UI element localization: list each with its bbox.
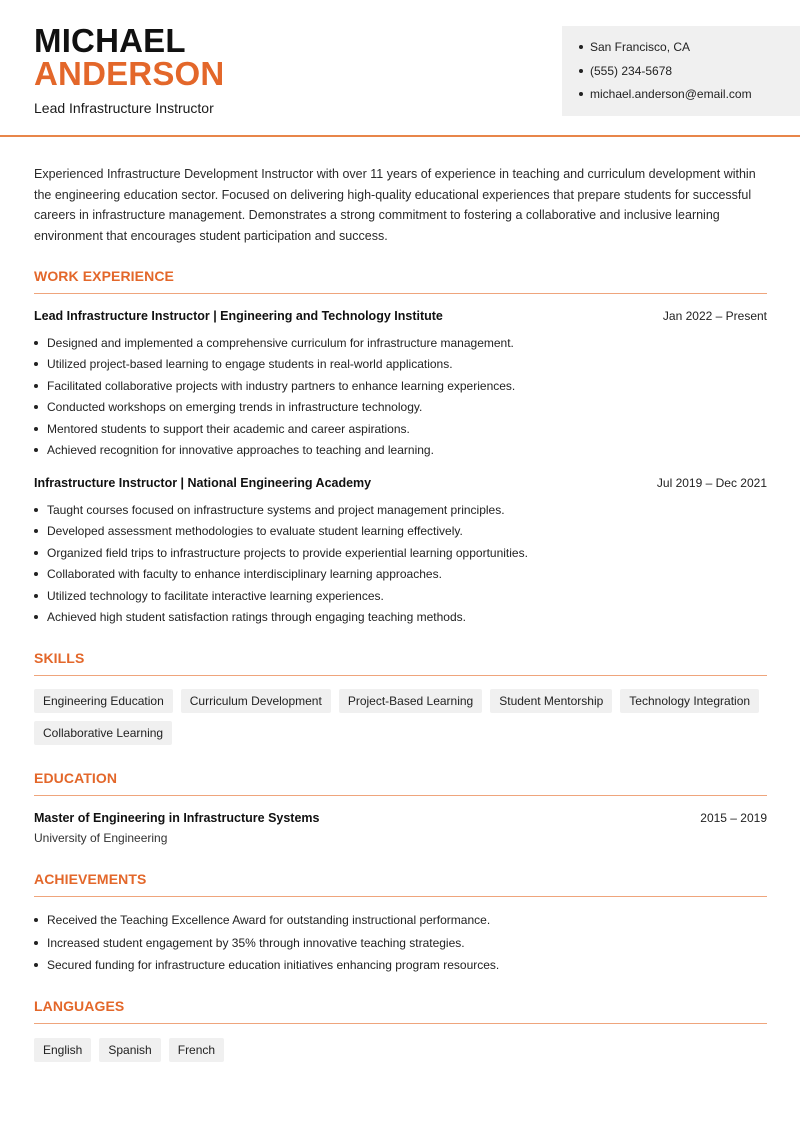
skill-tag: Curriculum Development — [181, 689, 331, 713]
list-item — [34, 935, 767, 958]
bullet-text: Achieved high student satisfaction ratings through engaging teaching methods. — [47, 609, 466, 624]
professional-summary: Experienced Infrastructure Development Instructor with over 11 years of experience in teaching and curriculum development within the engineering education sector. Focused on delivering high-quality educational experiences that prepare students for successful careers in infrastructure management. Demonstrates a strong commitment to fostering a collaborative and inclusive learning environment that encourages student participation and success. — [34, 167, 756, 243]
bullet-icon — [34, 405, 38, 409]
section-title-education: EDUCATION — [34, 770, 767, 796]
list-item — [34, 912, 767, 935]
section-title-work-experience: WORK EXPERIENCE — [34, 268, 767, 294]
list-item — [34, 609, 767, 630]
bullet-text: Utilized technology to facilitate interactive learning experiences. — [47, 588, 384, 603]
bullet-text: Taught courses focused on infrastructure systems and project management principles. — [47, 503, 505, 517]
bullet-icon — [579, 45, 583, 49]
contact-location — [579, 39, 800, 63]
job-dates: Jul 2019 – Dec 2021 — [656, 476, 767, 490]
job-heading: Infrastructure Instructor | National Engineering Academy — [34, 476, 372, 490]
bullet-icon — [579, 69, 583, 73]
achievement-text: Increased student engagement by 35% through innovative teaching strategies. — [47, 935, 465, 950]
location-text: San Francisco, CA — [590, 40, 691, 54]
bullet-icon — [579, 92, 583, 96]
skill-tag: Student Mentorship — [490, 689, 612, 713]
job-title: Lead Infrastructure Instructor — [34, 100, 214, 116]
list-item — [34, 502, 767, 523]
bullet-icon — [34, 594, 38, 598]
languages-list — [34, 1038, 767, 1062]
list-item — [34, 421, 767, 442]
list-item — [34, 588, 767, 609]
bullet-text: Conducted workshops on emerging trends in infrastructure technology. — [47, 400, 423, 415]
bullet-icon — [34, 384, 38, 388]
achievement-text: Received the Teaching Excellence Award for outstanding instructional performance. — [47, 913, 491, 927]
job-entry-header — [34, 476, 767, 490]
phone-text: (555) 234-5678 — [590, 63, 673, 78]
resume-header — [0, 0, 800, 137]
skills-list — [34, 689, 767, 745]
bullet-icon — [34, 941, 38, 945]
email-link[interactable]: michael.anderson@email.com — [590, 87, 752, 101]
list-item — [34, 545, 767, 566]
job-entry-header — [34, 309, 767, 323]
language-tag: French — [169, 1038, 224, 1062]
section-title-languages: LANGUAGES — [34, 998, 767, 1024]
bullet-text: Organized field trips to infrastructure projects to provide experiential learning opportunities. — [47, 545, 528, 560]
bullet-text: Mentored students to support their academic and career aspirations. — [47, 421, 410, 436]
achievement-text: Secured funding for infrastructure education initiatives enhancing program resources. — [47, 958, 500, 972]
bullet-text: Utilized project-based learning to engage students in real-world applications. — [47, 357, 453, 372]
bullet-icon — [34, 362, 38, 366]
education-entry-header — [34, 811, 767, 825]
bullet-icon — [34, 551, 38, 555]
bullet-text: Facilitated collaborative projects with industry partners to enhance learning experiences. — [47, 378, 516, 393]
achievements-list — [34, 912, 767, 980]
contact-email — [579, 86, 800, 110]
list-item — [34, 566, 767, 587]
skill-tag: Collaborative Learning — [34, 721, 172, 745]
language-tag: Spanish — [99, 1038, 160, 1062]
job-heading: Lead Infrastructure Instructor | Engineering and Technology Institute — [34, 309, 443, 323]
bullet-icon — [34, 508, 38, 512]
section-title-achievements: ACHIEVEMENTS — [34, 871, 767, 897]
section-title-skills: SKILLS — [34, 650, 767, 676]
list-item — [34, 957, 767, 980]
last-name: ANDERSON — [34, 55, 225, 92]
bullet-icon — [34, 448, 38, 452]
bullet-icon — [34, 427, 38, 431]
job-bullets — [34, 335, 767, 463]
first-name: MICHAEL — [34, 22, 186, 59]
bullet-icon — [34, 572, 38, 576]
list-item — [34, 442, 767, 463]
bullet-icon — [34, 529, 38, 533]
list-item — [34, 335, 767, 356]
bullet-icon — [34, 615, 38, 619]
language-tag: English — [34, 1038, 91, 1062]
candidate-name — [34, 24, 224, 90]
list-item — [34, 356, 767, 377]
contact-box — [562, 26, 800, 116]
degree: Master of Engineering in Infrastructure Systems — [34, 811, 320, 825]
skill-tag: Project-Based Learning — [339, 689, 482, 713]
list-item — [34, 399, 767, 420]
bullet-icon — [34, 918, 38, 922]
bullet-icon — [34, 341, 38, 345]
list-item — [34, 378, 767, 399]
list-item — [34, 523, 767, 544]
bullet-text: Achieved recognition for innovative approaches to teaching and learning. — [47, 442, 434, 457]
skill-tag: Engineering Education — [34, 689, 173, 713]
education-dates: 2015 – 2019 — [700, 811, 767, 825]
job-dates: Jan 2022 – Present — [662, 309, 767, 323]
skill-tag: Technology Integration — [620, 689, 759, 713]
bullet-text: Developed assessment methodologies to evaluate student learning effectively. — [47, 524, 463, 539]
job-bullets — [34, 502, 767, 630]
bullet-text: Designed and implemented a comprehensive curriculum for infrastructure management. — [47, 336, 514, 350]
school-name: University of Engineering — [34, 831, 168, 845]
bullet-text: Collaborated with faculty to enhance interdisciplinary learning approaches. — [47, 567, 442, 582]
contact-phone — [579, 63, 800, 87]
bullet-icon — [34, 963, 38, 967]
